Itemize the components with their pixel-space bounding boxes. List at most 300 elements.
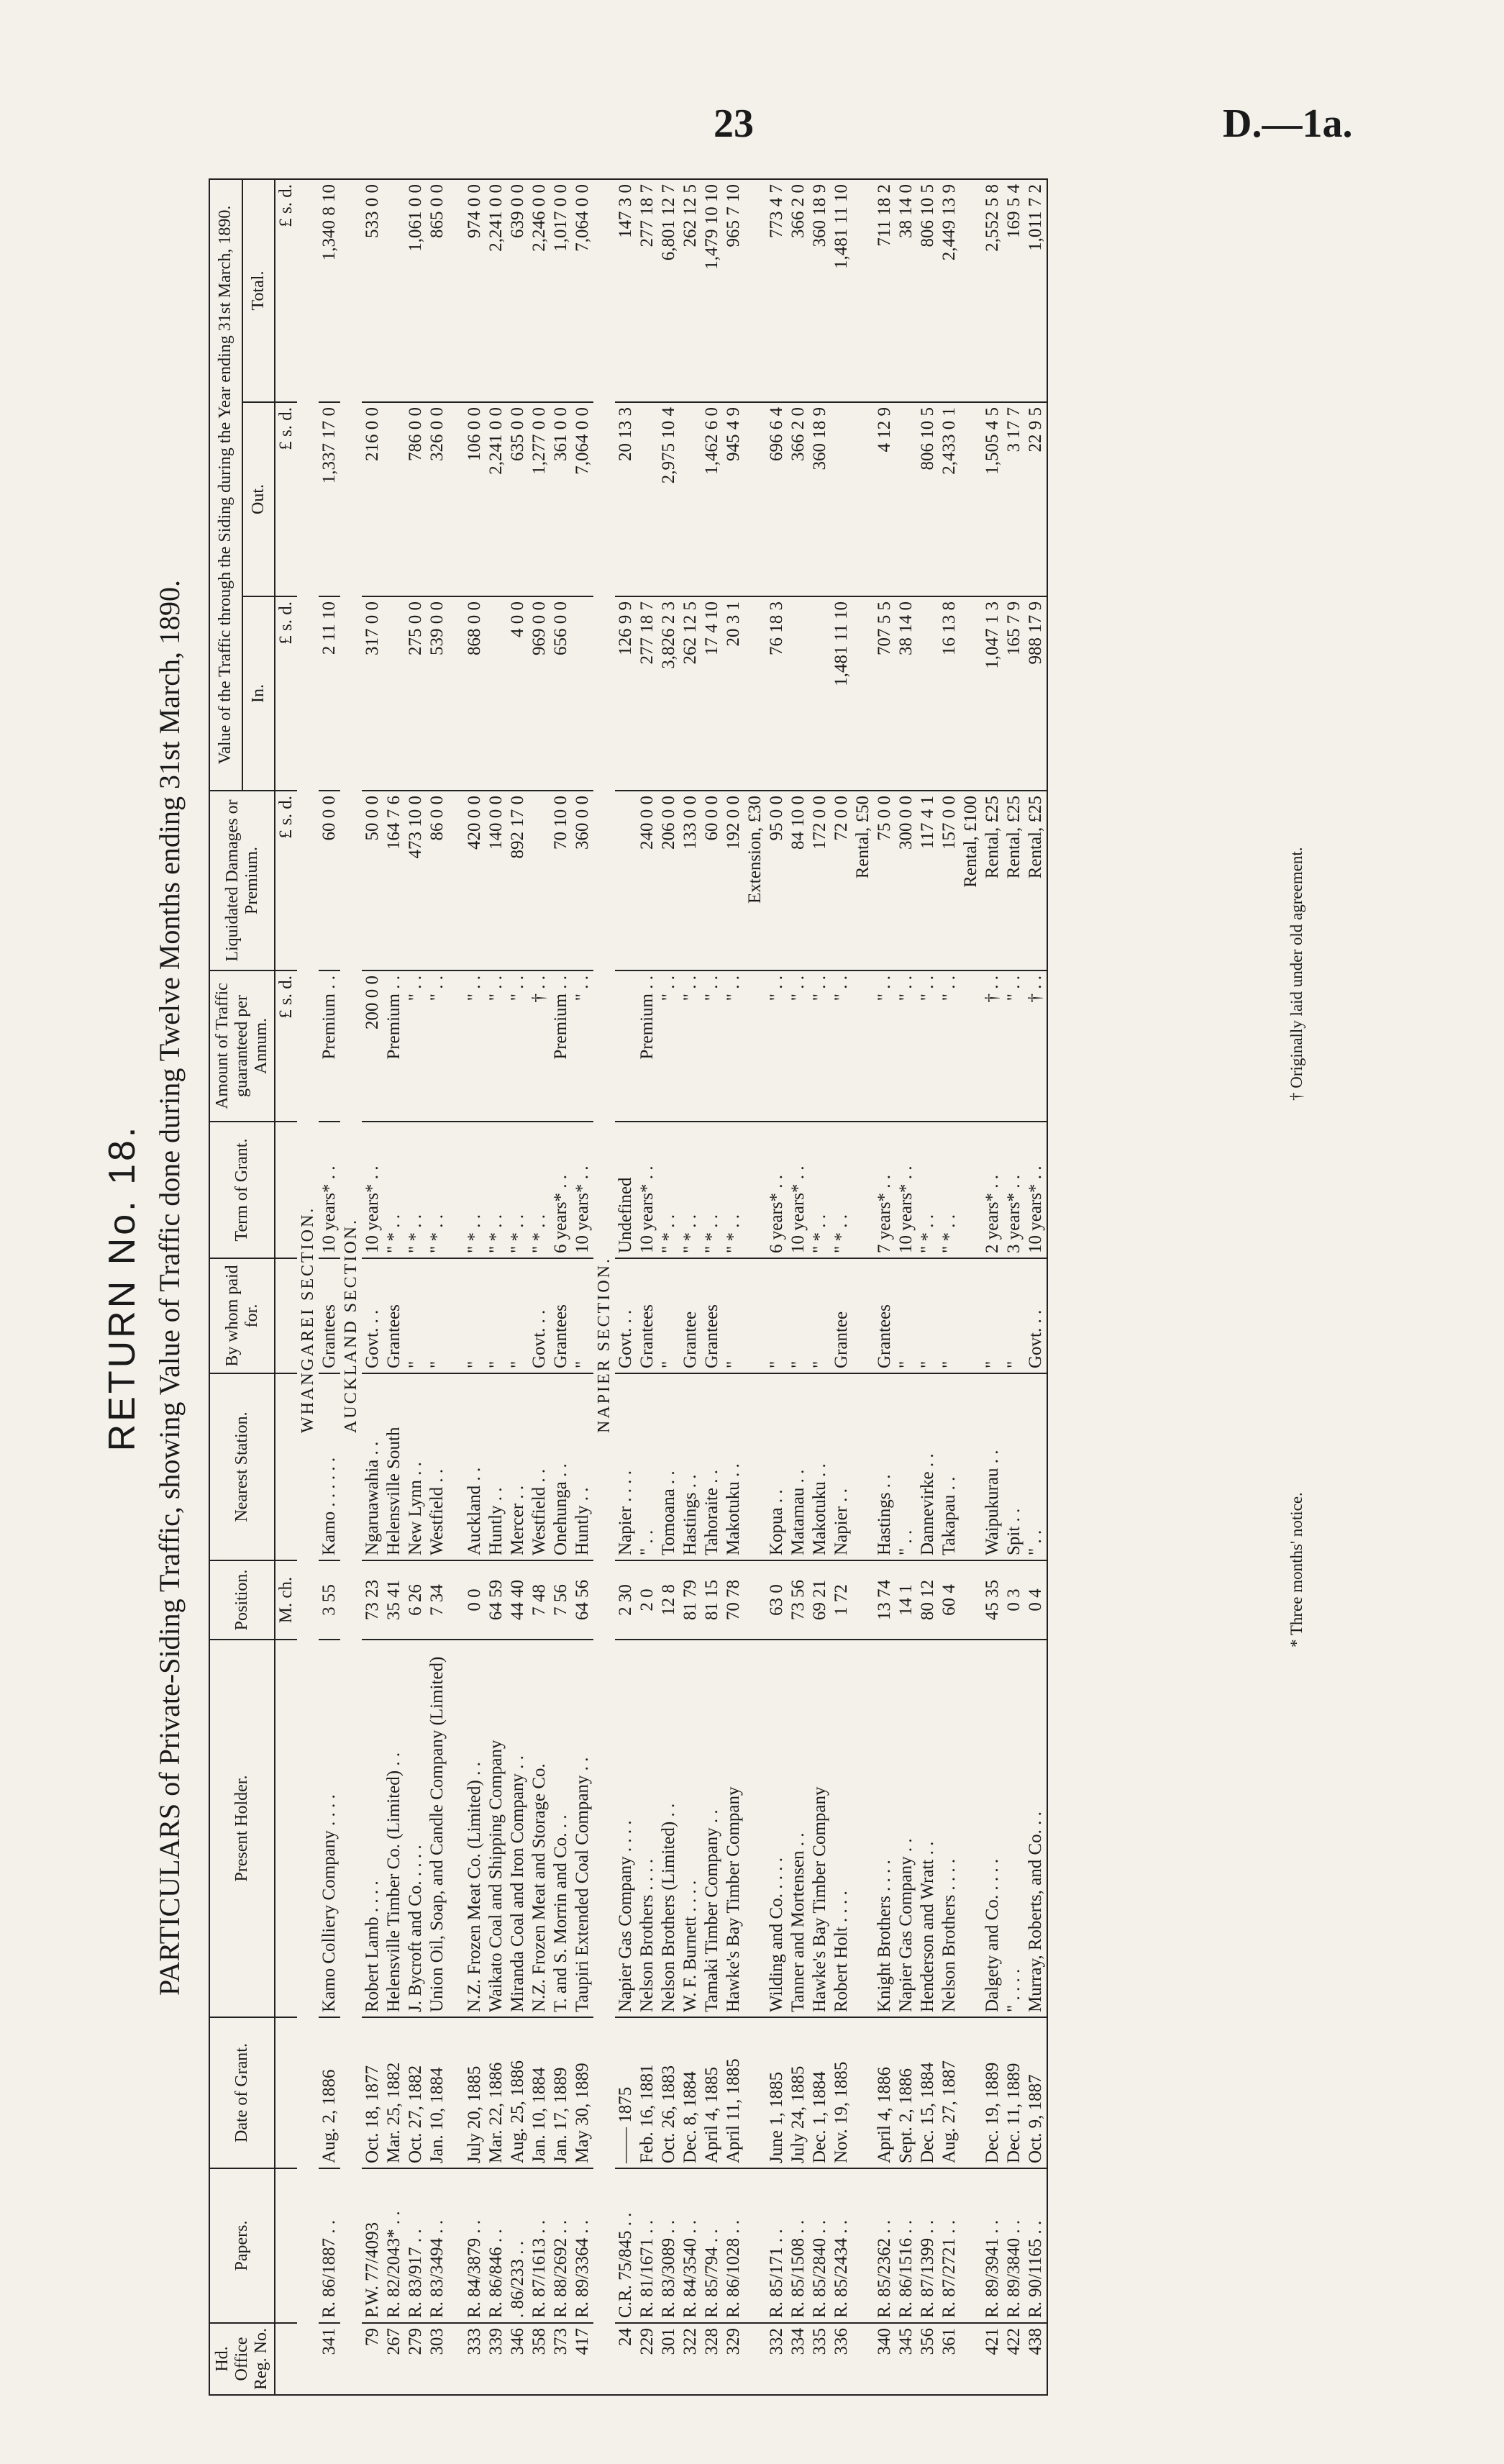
cell-amt: Premium . . bbox=[637, 970, 658, 1122]
cell-out: 806 10 5 bbox=[917, 402, 939, 596]
cell-date: July 24, 1885 bbox=[788, 2017, 809, 2168]
cell-paid: " bbox=[1003, 1258, 1025, 1373]
cell-total: 38 14 0 bbox=[895, 179, 917, 402]
section-title: AUCKLAND SECTION. bbox=[342, 1218, 360, 1433]
cell-in bbox=[788, 596, 809, 791]
cell-station: Hastings . . bbox=[680, 1373, 701, 1560]
cell-date: Dec. 8, 1884 bbox=[680, 2017, 701, 2168]
cell-amt: " . . bbox=[464, 970, 486, 1122]
cell-pos: 0 0 bbox=[464, 1560, 486, 1640]
unit-total: £ s. d. bbox=[275, 179, 297, 402]
cell-paid: Govt. . . bbox=[1025, 1258, 1047, 1373]
cell-total: 169 5 4 bbox=[1003, 179, 1025, 402]
cell-out: 2,241 0 0 bbox=[486, 402, 507, 596]
cell-term: " * . . bbox=[464, 1122, 486, 1258]
unit-out: £ s. d. bbox=[275, 402, 297, 596]
cell-holder: T. and S. Morrin and Co. . . bbox=[550, 1640, 572, 2017]
cell-holder: J. Bycroft and Co. . . . . bbox=[405, 1640, 427, 2017]
cell-paid: Grantees bbox=[550, 1258, 572, 1373]
cell-total: 277 18 7 bbox=[637, 179, 658, 402]
cell-in bbox=[917, 596, 939, 791]
cell-out bbox=[895, 402, 917, 596]
units-row bbox=[275, 179, 297, 2395]
cell-paid: " bbox=[507, 1258, 529, 1373]
cell-out: 1,462 6 0 bbox=[701, 402, 723, 596]
cell-dmg: 892 17 0 bbox=[507, 791, 529, 970]
cell-dmg: 240 0 0 bbox=[637, 791, 658, 970]
cell-term: 3 years* . . bbox=[1003, 1122, 1025, 1258]
cell-dmg: 95 0 0 bbox=[766, 791, 788, 970]
cell-amt bbox=[960, 970, 982, 1122]
cell-papers: R. 84/3879 . . bbox=[464, 2168, 486, 2323]
unit-amount: £ s. d. bbox=[275, 970, 297, 1122]
cell-paid: " bbox=[982, 1258, 1003, 1373]
cell-total: 639 0 0 bbox=[507, 179, 529, 402]
cell-in: 707 5 5 bbox=[874, 596, 895, 791]
section-heading-row bbox=[340, 179, 362, 2395]
table-row bbox=[1025, 179, 1047, 2395]
cell-holder: Knight Brothers . . . . bbox=[874, 1640, 895, 2017]
cell-pos: 1 72 bbox=[831, 1560, 852, 1640]
cell-term: 10 years* . . bbox=[362, 1122, 383, 1258]
cell-papers: R. 85/2434 . . bbox=[831, 2168, 852, 2323]
cell-date: April 4, 1886 bbox=[874, 2017, 895, 2168]
cell-total bbox=[960, 179, 982, 402]
table-row bbox=[464, 179, 486, 2395]
cell-station bbox=[744, 1373, 766, 1560]
cell-out: 786 0 0 bbox=[405, 402, 427, 596]
cell-holder: N.Z. Frozen Meat and Storage Co. bbox=[529, 1640, 550, 2017]
col-amount-guaranteed: Amount of Traffic guaranteed per Annum. bbox=[209, 970, 275, 1122]
cell-paid: Grantee bbox=[831, 1258, 852, 1373]
cell-term bbox=[852, 1122, 874, 1258]
cell-paid: Grantees bbox=[383, 1258, 405, 1373]
cell-papers: R. 88/2692 . . bbox=[550, 2168, 572, 2323]
cell-papers: R. 85/1508 . . bbox=[788, 2168, 809, 2323]
cell-no: 79 bbox=[362, 2323, 383, 2395]
cell-holder: Napier Gas Company . . bbox=[895, 1640, 917, 2017]
cell-term: " * . . bbox=[507, 1122, 529, 1258]
cell-date: Dec. 11, 1889 bbox=[1003, 2017, 1025, 2168]
cell-term: 10 years* . . bbox=[1025, 1122, 1047, 1258]
cell-station: Tomoana . . bbox=[658, 1373, 680, 1560]
cell-total bbox=[383, 179, 405, 402]
col-date-of-grant: Date of Grant. bbox=[209, 2017, 275, 2168]
cell-in: 275 0 0 bbox=[405, 596, 427, 791]
cell-holder bbox=[960, 1640, 982, 2017]
cell-out: 1,277 0 0 bbox=[529, 402, 550, 596]
cell-no: 332 bbox=[766, 2323, 788, 2395]
cell-paid: " bbox=[766, 1258, 788, 1373]
cell-holder bbox=[744, 1640, 766, 2017]
cell-amt: " . . bbox=[507, 970, 529, 1122]
cell-pos: 7 34 bbox=[427, 1560, 448, 1640]
cell-station: Tahoraite . . bbox=[701, 1373, 723, 1560]
cell-station: Dannevirke . . bbox=[917, 1373, 939, 1560]
cell-term: 10 years* . . bbox=[788, 1122, 809, 1258]
private-siding-traffic-table bbox=[209, 178, 1048, 2396]
cell-date: Aug. 25, 1886 bbox=[507, 2017, 529, 2168]
cell-no: 340 bbox=[874, 2323, 895, 2395]
table-row bbox=[658, 179, 680, 2395]
cell-in: 126 9 9 bbox=[615, 596, 637, 791]
cell-papers: R. 87/1613 . . bbox=[529, 2168, 550, 2323]
cell-term: 7 years* . . bbox=[874, 1122, 895, 1258]
cell-amt: † . . bbox=[1025, 970, 1047, 1122]
cell-date bbox=[960, 2017, 982, 2168]
cell-term: " * . . bbox=[809, 1122, 831, 1258]
cell-amt: " . . bbox=[895, 970, 917, 1122]
cell-total: 1,481 11 10 bbox=[831, 179, 852, 402]
cell-pos: 45 35 bbox=[982, 1560, 1003, 1640]
cell-in bbox=[852, 596, 874, 791]
cell-out: 3 17 7 bbox=[1003, 402, 1025, 596]
cell-in: 16 13 8 bbox=[939, 596, 960, 791]
section-title: NAPIER SECTION. bbox=[595, 1256, 614, 1433]
cell-paid: Grantee bbox=[680, 1258, 701, 1373]
cell-date: Mar. 22, 1886 bbox=[486, 2017, 507, 2168]
table-row bbox=[529, 179, 550, 2395]
cell-papers: R. 85/2362 . . bbox=[874, 2168, 895, 2323]
cell-out: 945 4 9 bbox=[723, 402, 744, 596]
cell-pos: 73 23 bbox=[362, 1560, 383, 1640]
cell-dmg: Extension, £30 bbox=[744, 791, 766, 970]
document-reference: D.—1a. bbox=[1223, 101, 1353, 146]
cell-papers bbox=[852, 2168, 874, 2323]
cell-station: Napier . . . . bbox=[615, 1373, 637, 1560]
cell-station: Onehunga . . bbox=[550, 1373, 572, 1560]
cell-station: Helensville South bbox=[383, 1373, 405, 1560]
cell-total: 533 0 0 bbox=[362, 179, 383, 402]
cell-in bbox=[744, 596, 766, 791]
cell-papers: R. 89/3840 . . bbox=[1003, 2168, 1025, 2323]
cell-station bbox=[852, 1373, 874, 1560]
cell-dmg: 420 0 0 bbox=[464, 791, 486, 970]
cell-holder: Taupiri Extended Coal Company . . bbox=[572, 1640, 593, 2017]
cell-no: 333 bbox=[464, 2323, 486, 2395]
cell-dmg: Rental, £25 bbox=[982, 791, 1003, 970]
section-heading-row bbox=[297, 179, 319, 2395]
cell-station: " . . bbox=[1025, 1373, 1047, 1560]
cell-dmg: 60 0 0 bbox=[701, 791, 723, 970]
cell-no: 341 bbox=[319, 2323, 340, 2395]
table-row bbox=[982, 179, 1003, 2395]
table-row bbox=[637, 179, 658, 2395]
cell-term: " * . . bbox=[680, 1122, 701, 1258]
cell-out: 7,064 0 0 bbox=[572, 402, 593, 596]
cell-no: 421 bbox=[982, 2323, 1003, 2395]
cell-date bbox=[744, 2017, 766, 2168]
cell-term: " * . . bbox=[917, 1122, 939, 1258]
cell-papers: R. 85/171 . . bbox=[766, 2168, 788, 2323]
cell-total: 1,011 7 2 bbox=[1025, 179, 1047, 402]
cell-date: —— 1875 bbox=[615, 2017, 637, 2168]
rotated-return-sheet bbox=[101, 180, 1338, 2396]
cell-holder: Robert Lamb . . . . bbox=[362, 1640, 383, 2017]
cell-papers: R. 83/3089 . . bbox=[658, 2168, 680, 2323]
cell-paid: " bbox=[427, 1258, 448, 1373]
cell-out bbox=[637, 402, 658, 596]
cell-paid: " bbox=[939, 1258, 960, 1373]
cell-holder: Miranda Coal and Iron Company . . bbox=[507, 1640, 529, 2017]
section-title: WHANGAREI SECTION. bbox=[298, 1206, 317, 1433]
cell-holder: Helensville Timber Co. (Limited) . . bbox=[383, 1640, 405, 2017]
cell-term: " * . . bbox=[658, 1122, 680, 1258]
cell-no: 335 bbox=[809, 2323, 831, 2395]
cell-out: 326 0 0 bbox=[427, 402, 448, 596]
cell-no: 334 bbox=[788, 2323, 809, 2395]
table-row bbox=[960, 179, 982, 2395]
cell-holder: Henderson and Wratt . . bbox=[917, 1640, 939, 2017]
cell-no: 358 bbox=[529, 2323, 550, 2395]
cell-no: 346 bbox=[507, 2323, 529, 2395]
cell-out bbox=[831, 402, 852, 596]
cell-paid: Govt. . . bbox=[362, 1258, 383, 1373]
cell-total: 865 0 0 bbox=[427, 179, 448, 402]
cell-in bbox=[486, 596, 507, 791]
cell-term: 10 years* . . bbox=[637, 1122, 658, 1258]
cell-total: 7,064 0 0 bbox=[572, 179, 593, 402]
cell-date: Oct. 18, 1877 bbox=[362, 2017, 383, 2168]
cell-amt: " . . bbox=[1003, 970, 1025, 1122]
col-papers: Papers. bbox=[209, 2168, 275, 2323]
cell-out bbox=[852, 402, 874, 596]
cell-station: Ngaruawahia . . bbox=[362, 1373, 383, 1560]
cell-holder: Dalgety and Co. . . . . bbox=[982, 1640, 1003, 2017]
cell-out: 2,433 0 1 bbox=[939, 402, 960, 596]
cell-holder: " . . . . bbox=[1003, 1640, 1025, 2017]
cell-papers: P.W. 77/4093 bbox=[362, 2168, 383, 2323]
cell-papers: R. 86/1028 . . bbox=[723, 2168, 744, 2323]
cell-station bbox=[960, 1373, 982, 1560]
cell-date: April 4, 1885 bbox=[701, 2017, 723, 2168]
col-term: Term of Grant. bbox=[209, 1122, 275, 1258]
cell-holder: Union Oil, Soap, and Candle Company (Limited) bbox=[427, 1640, 448, 2017]
cell-in: 2 11 10 bbox=[319, 596, 340, 791]
cell-pos: 14 1 bbox=[895, 1560, 917, 1640]
cell-no: 329 bbox=[723, 2323, 744, 2395]
cell-no: 322 bbox=[680, 2323, 701, 2395]
cell-out: 366 2 0 bbox=[788, 402, 809, 596]
table-body bbox=[275, 179, 1047, 2395]
cell-amt bbox=[615, 970, 637, 1122]
cell-in: 17 4 10 bbox=[701, 596, 723, 791]
cell-dmg: 157 0 0 bbox=[939, 791, 960, 970]
cell-total: 366 2 0 bbox=[788, 179, 809, 402]
cell-dmg: 75 0 0 bbox=[874, 791, 895, 970]
cell-amt: " . . bbox=[809, 970, 831, 1122]
cell-amt: " . . bbox=[486, 970, 507, 1122]
cell-holder: Hawke's Bay Timber Company bbox=[723, 1640, 744, 2017]
cell-out: 4 12 9 bbox=[874, 402, 895, 596]
cell-station: Huntly . . bbox=[486, 1373, 507, 1560]
cell-pos: 2 30 bbox=[615, 1560, 637, 1640]
cell-pos: 6 26 bbox=[405, 1560, 427, 1640]
cell-total: 1,340 8 10 bbox=[319, 179, 340, 402]
cell-amt: Premium . . bbox=[319, 970, 340, 1122]
cell-total bbox=[852, 179, 874, 402]
section-heading-row bbox=[593, 179, 615, 2395]
cell-pos: 35 41 bbox=[383, 1560, 405, 1640]
cell-pos bbox=[744, 1560, 766, 1640]
cell-in: 868 0 0 bbox=[464, 596, 486, 791]
cell-in bbox=[383, 596, 405, 791]
cell-no: 373 bbox=[550, 2323, 572, 2395]
cell-station: " . . bbox=[895, 1373, 917, 1560]
cell-term: 2 years* . . bbox=[982, 1122, 1003, 1258]
cell-date: Oct. 9, 1887 bbox=[1025, 2017, 1047, 2168]
col-hd-office-reg-no: Hd. Office Reg. No. bbox=[209, 2323, 275, 2395]
cell-pos: 3 55 bbox=[319, 1560, 340, 1640]
cell-date: Jan. 10, 1884 bbox=[427, 2017, 448, 2168]
table-row bbox=[319, 179, 340, 2395]
cell-holder: Nelson Brothers (Limited) . . bbox=[658, 1640, 680, 2017]
table-row bbox=[917, 179, 939, 2395]
cell-term: 6 years* . . bbox=[766, 1122, 788, 1258]
cell-papers bbox=[744, 2168, 766, 2323]
cell-papers bbox=[960, 2168, 982, 2323]
cell-paid: " bbox=[572, 1258, 593, 1373]
cell-amt: " . . bbox=[788, 970, 809, 1122]
cell-papers: R. 87/1399 . . bbox=[917, 2168, 939, 2323]
table-row bbox=[831, 179, 852, 2395]
cell-pos: 44 40 bbox=[507, 1560, 529, 1640]
cell-amt: † . . bbox=[982, 970, 1003, 1122]
cell-holder bbox=[852, 1640, 874, 2017]
footnote-old-agreement: † Originally laid under old agreement. bbox=[1287, 847, 1305, 1101]
cell-total: 806 10 5 bbox=[917, 179, 939, 402]
cell-date: Oct. 27, 1882 bbox=[405, 2017, 427, 2168]
table-row bbox=[615, 179, 637, 2395]
cell-date: Dec. 1, 1884 bbox=[809, 2017, 831, 2168]
cell-paid: " bbox=[405, 1258, 427, 1373]
cell-station: " . . bbox=[637, 1373, 658, 1560]
cell-papers: R. 84/3540 . . bbox=[680, 2168, 701, 2323]
cell-station: Spit . . bbox=[1003, 1373, 1025, 1560]
cell-station: Kamo . . . . . . bbox=[319, 1373, 340, 1560]
cell-no: 267 bbox=[383, 2323, 405, 2395]
cell-pos: 81 15 bbox=[701, 1560, 723, 1640]
cell-term: " * . . bbox=[383, 1122, 405, 1258]
cell-in bbox=[809, 596, 831, 791]
col-position: Position. bbox=[209, 1560, 275, 1640]
cell-date: Aug. 2, 1886 bbox=[319, 2017, 340, 2168]
cell-pos: 7 48 bbox=[529, 1560, 550, 1640]
cell-station: Kopua . . bbox=[766, 1373, 788, 1560]
page-number: 23 bbox=[714, 101, 754, 146]
cell-in: 4 0 0 bbox=[507, 596, 529, 791]
cell-papers: R. 90/1165 . . bbox=[1025, 2168, 1047, 2323]
cell-amt: " . . bbox=[831, 970, 852, 1122]
cell-pos bbox=[852, 1560, 874, 1640]
cell-paid: Govt. . . bbox=[615, 1258, 637, 1373]
cell-amt bbox=[852, 970, 874, 1122]
cell-dmg: 164 7 6 bbox=[383, 791, 405, 970]
cell-date: April 11, 1885 bbox=[723, 2017, 744, 2168]
cell-dmg: 140 0 0 bbox=[486, 791, 507, 970]
col-paid-by: By whom paid for. bbox=[209, 1258, 275, 1373]
cell-total: 974 0 0 bbox=[464, 179, 486, 402]
cell-pos: 63 0 bbox=[766, 1560, 788, 1640]
table-row bbox=[939, 179, 960, 2395]
cell-amt: " . . bbox=[658, 970, 680, 1122]
cell-no bbox=[744, 2323, 766, 2395]
spacer-row bbox=[448, 179, 464, 2395]
cell-in: 76 18 3 bbox=[766, 596, 788, 791]
col-total: Total. bbox=[242, 179, 275, 402]
cell-holder: Wilding and Co. . . . . bbox=[766, 1640, 788, 2017]
cell-holder: Tanner and Mortensen . . bbox=[788, 1640, 809, 2017]
cell-dmg bbox=[529, 791, 550, 970]
col-in: In. bbox=[242, 596, 275, 791]
cell-paid: Govt. . . bbox=[529, 1258, 550, 1373]
cell-no: 24 bbox=[615, 2323, 637, 2395]
cell-dmg: 206 0 0 bbox=[658, 791, 680, 970]
cell-pos: 0 4 bbox=[1025, 1560, 1047, 1640]
cell-dmg: 72 0 0 bbox=[831, 791, 852, 970]
cell-paid bbox=[744, 1258, 766, 1373]
cell-papers: R. 83/917 . . bbox=[405, 2168, 427, 2323]
cell-total: 2,241 0 0 bbox=[486, 179, 507, 402]
cell-papers: R. 89/3364 . . bbox=[572, 2168, 593, 2323]
cell-station: Waipukurau . . bbox=[982, 1373, 1003, 1560]
cell-paid: Grantees bbox=[319, 1258, 340, 1373]
cell-dmg: Rental, £100 bbox=[960, 791, 982, 970]
cell-in: 262 12 5 bbox=[680, 596, 701, 791]
cell-holder: Kamo Colliery Company . . . . bbox=[319, 1640, 340, 2017]
cell-dmg: 192 0 0 bbox=[723, 791, 744, 970]
cell-no: 361 bbox=[939, 2323, 960, 2395]
cell-holder: W. F. Burnett . . . . bbox=[680, 1640, 701, 2017]
table-row bbox=[723, 179, 744, 2395]
cell-paid bbox=[852, 1258, 874, 1373]
cell-station: Matamau . . bbox=[788, 1373, 809, 1560]
cell-paid: " bbox=[917, 1258, 939, 1373]
cell-out: 2,975 10 4 bbox=[658, 402, 680, 596]
cell-no: 328 bbox=[701, 2323, 723, 2395]
cell-in bbox=[960, 596, 982, 791]
footnote-three-months: * Three months' notice. bbox=[1287, 1492, 1305, 1647]
cell-total: 360 18 9 bbox=[809, 179, 831, 402]
cell-in: 20 3 1 bbox=[723, 596, 744, 791]
cell-term: " * . . bbox=[405, 1122, 427, 1258]
cell-paid: Grantees bbox=[637, 1258, 658, 1373]
col-group-traffic-value: Value of the Traffic through the Siding during the Year ending 31st March, 1890. bbox=[209, 179, 242, 791]
cell-total: 262 12 5 bbox=[680, 179, 701, 402]
cell-papers: R. 82/2043* . . bbox=[383, 2168, 405, 2323]
cell-total: 6,801 12 7 bbox=[658, 179, 680, 402]
table-row bbox=[362, 179, 383, 2395]
cell-total: 773 4 7 bbox=[766, 179, 788, 402]
table-row bbox=[572, 179, 593, 2395]
cell-total: 2,552 5 8 bbox=[982, 179, 1003, 402]
cell-term: " * . . bbox=[486, 1122, 507, 1258]
cell-in: 317 0 0 bbox=[362, 596, 383, 791]
cell-amt: " . . bbox=[680, 970, 701, 1122]
cell-out: 20 13 3 bbox=[615, 402, 637, 596]
unit-position: M. ch. bbox=[275, 1560, 297, 1640]
cell-date: Aug. 27, 1887 bbox=[939, 2017, 960, 2168]
cell-amt: " . . bbox=[427, 970, 448, 1122]
cell-amt: " . . bbox=[939, 970, 960, 1122]
return-heading: RETURN No. 18. bbox=[101, 1124, 143, 1452]
table-row bbox=[874, 179, 895, 2395]
cell-amt: " . . bbox=[572, 970, 593, 1122]
cell-dmg: 70 10 0 bbox=[550, 791, 572, 970]
cell-dmg: Rental, £25 bbox=[1025, 791, 1047, 970]
cell-total: 711 18 2 bbox=[874, 179, 895, 402]
cell-station: Mercer . . bbox=[507, 1373, 529, 1560]
